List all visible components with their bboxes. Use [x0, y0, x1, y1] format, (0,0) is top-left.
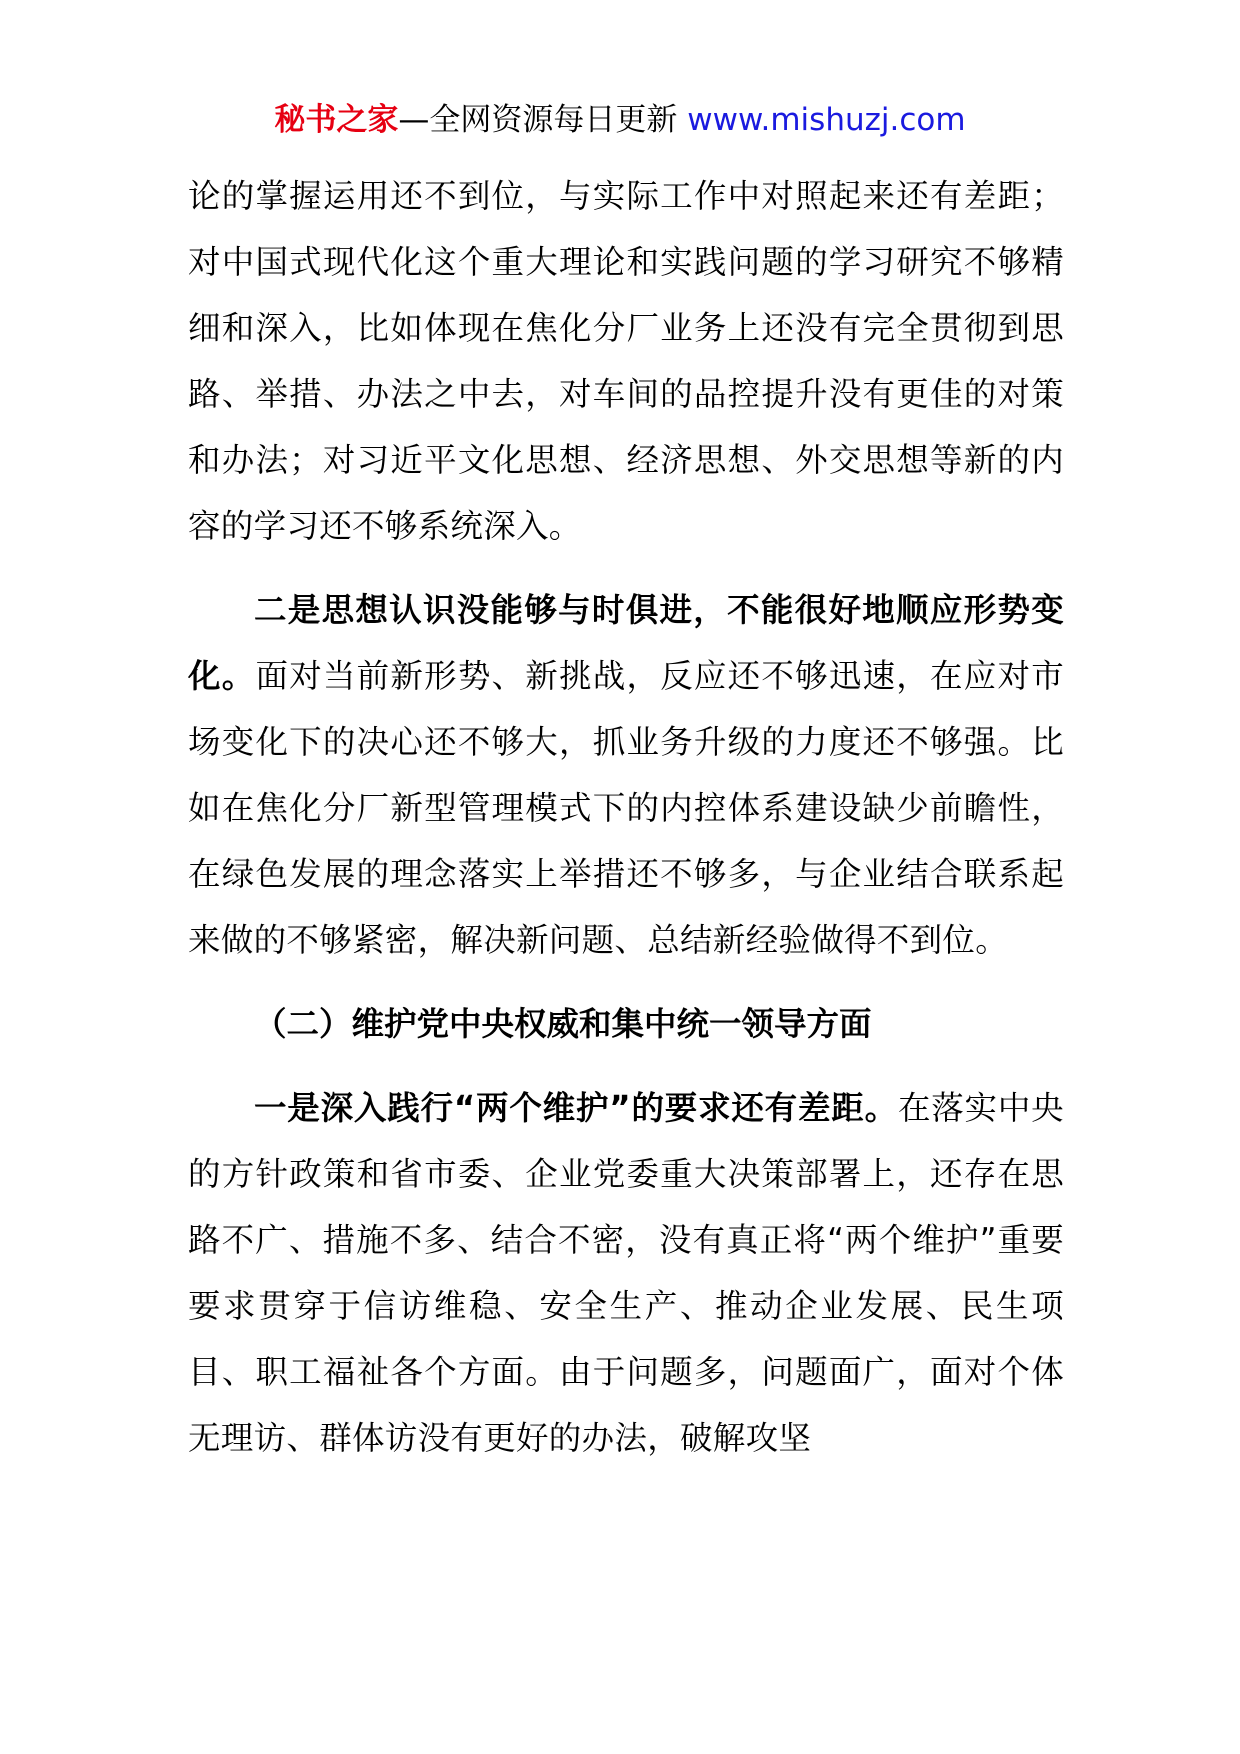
paragraph-continued [188, 163, 1064, 559]
paragraph-point-one [188, 1075, 1064, 1471]
paragraph-point-two [188, 577, 1064, 973]
paragraph-text: 在落实中央的方针政策和省市委、企业党委重大决策部署上，还存在思路不广、措施不多、结合不密，没有真正将“两个维护”重要要求贯穿于信访维稳、安全生产、推动企业发展、民生项目、职工福祉各个方面。由于问题多，问题面广，面对个体无理访、群体访没有更好的办法，破解攻坚 [188, 1089, 1064, 1457]
section-heading: （二）维护党中央权威和集中统一领导方面 [254, 1005, 872, 1043]
paragraph-lead: 一是深入践行“两个维护”的要求还有差距。 [254, 1089, 898, 1127]
paragraph-text: 面对当前新形势、新挑战，反应还不够迅速，在应对市场变化下的决心还不够大，抓业务升级的力度还不够强。比如在焦化分厂新型管理模式下的内控体系建设缺少前瞻性，在绿色发展的理念落实上举措还不够多，与企业结合联系起来做的不够紧密，解决新问题、总结新经验做得不到位。 [188, 657, 1065, 959]
header-slogan: —全网资源每日更新 [398, 102, 688, 138]
brand-name: 秘书之家 [274, 102, 399, 138]
paragraph-lead: 二是思想认识没能够与时俱进，不能很好地顺应形势变化。 [188, 591, 1064, 695]
page-header [0, 100, 1240, 140]
document-body [188, 163, 1064, 1471]
website-url[interactable]: www.mishuzj.com [687, 102, 966, 138]
paragraph-text: 论的掌握运用还不到位，与实际工作中对照起来还有差距；对中国式现代化这个重大理论和实践问题的学习研究不够精细和深入，比如体现在焦化分厂业务上还没有完全贯彻到思路、举措、办法之中去，对车间的品控提升没有更佳的对策和办法；对习近平文化思想、经济思想、外交思想等新的内容的学习还不够系统深入。 [188, 177, 1064, 545]
